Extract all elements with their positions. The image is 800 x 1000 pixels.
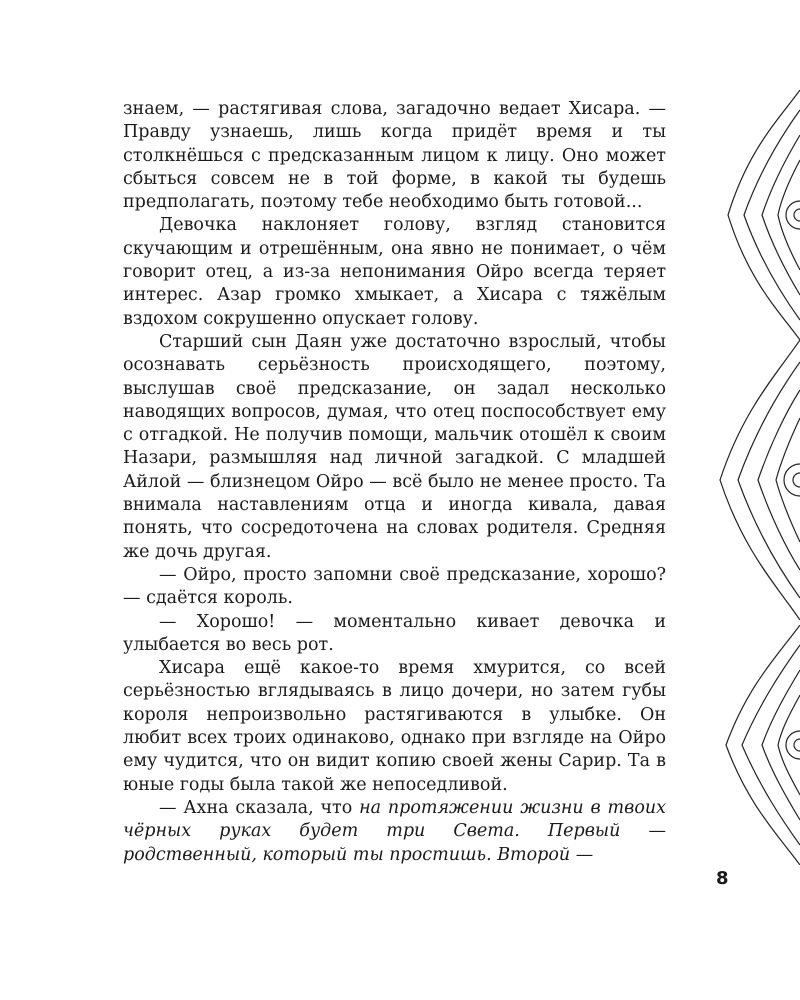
paragraph <box>123 657 666 797</box>
ornament-middle <box>708 340 800 620</box>
paragraph <box>123 331 666 564</box>
page-number: 8 <box>716 868 729 889</box>
mandala-ornament-icon <box>708 340 800 620</box>
ornament-bottom <box>708 625 800 865</box>
text-run: Старший сын Даян уже достаточно взрослый, чтобы осознавать серьёзность происходящего, поэтому, выслушав своё предсказание, он задал несколько наводящих вопросов, думая, что отец поспособствует ему с отгадкой. Не получив помощи, мальчик отошёл к своим Назари, размышляя над личной загадкой. С младшей Айлой — близнецом Ойро — всё было не менее просто. Та внимала наставлениям отца и иногда кивала, давая понять, что сосредоточена на словах родителя. Средняя же дочь другая. <box>123 331 666 562</box>
text-run: знаем, — растягивая слова, загадочно ведает Хисара. — Правду узнаешь, лишь когда придёт время и ты столкнёшься с предсказанным лицом к лицу. Оно может сбыться совсем не в той форме, в какой ты будешь предполагать, поэтому тебе необходимо быть готовой... <box>123 99 666 213</box>
italic-run: на протяжении жизни в твоих чёрных руках будет три Света. Первый — родственный, который ты простишь. Второй — <box>123 797 666 865</box>
mandala-ornament-icon <box>708 625 800 865</box>
paragraph <box>123 611 666 658</box>
paragraph <box>123 98 666 214</box>
text-run: Девочка наклоняет голову, взгляд становится скучающим и отрешённым, она явно не понимает, о чём говорит отец, а из-за непонимания Ойро всегда теряет интерес. Азар громко хмыкает, а Хисара с тяжёлым вздохом сокрушенно опускает голову. <box>123 215 666 329</box>
text-run: Хисара ещё какое-то время хмурится, со всей серьёзностью вглядываясь в лицо дочери, но затем губы короля непроизвольно растягиваются в улыбке. Он любит всех троих одинаково, однако при взгляде на Ойро ему чудится, что он видит копию своей жены Сарир. Та в юные годы была такой же непоседливой. <box>123 658 666 795</box>
text-run: — Ахна сказала, что <box>159 797 360 818</box>
mandala-ornament-icon <box>708 90 800 340</box>
text-run: — Ойро, просто запомни своё предсказание, хорошо? — сдаётся король. <box>123 564 666 609</box>
ornament-top <box>708 90 800 340</box>
text-run: — Хорошо! — моментально кивает девочка и улыбается во весь рот. <box>123 611 666 655</box>
paragraph <box>123 797 666 867</box>
body-text <box>123 98 666 867</box>
paragraph <box>123 564 666 611</box>
paragraph <box>123 214 666 330</box>
